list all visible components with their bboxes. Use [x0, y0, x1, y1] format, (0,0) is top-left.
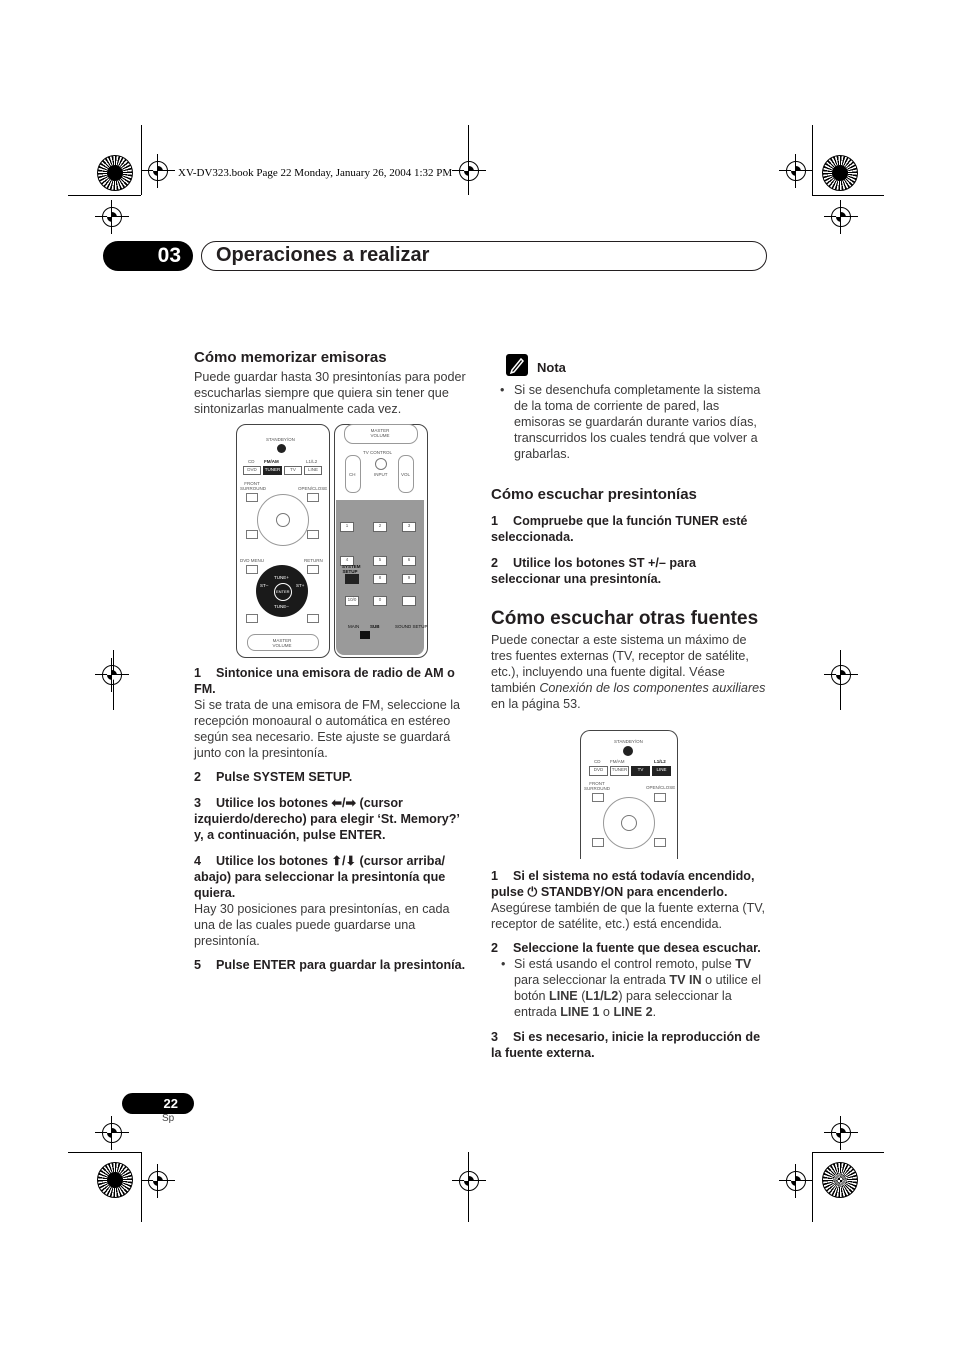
line-button: LINE [652, 766, 671, 776]
fmam-label: FM/AM [610, 759, 625, 764]
step-5 [194, 957, 472, 973]
key-4: 4 [340, 556, 354, 566]
step-4 [194, 853, 472, 949]
bullet-key: LINE 1 [560, 1005, 600, 1019]
step-number: 4 [194, 854, 202, 868]
print-header: XV-DV323.book Page 22 Monday, January 26, 2004 1:32 PM [178, 167, 453, 179]
dvd-button: DVD [243, 466, 261, 475]
power-icon [277, 444, 286, 453]
master-volume-label: MASTER VOLUME [272, 638, 292, 648]
key-2: 2 [373, 522, 387, 532]
step-title: Seleccione la fuente que desea escuchar. [513, 941, 761, 955]
open-close-button [654, 793, 666, 802]
note-title: Nota [537, 360, 566, 375]
intro-paragraph [491, 632, 767, 712]
bullet-key: L1/L2 [585, 989, 619, 1003]
note-icon [506, 354, 528, 376]
key-8: 8 [373, 574, 387, 584]
st-plus-label: ST+ [296, 583, 305, 588]
section-heading: Cómo escuchar presintonías [491, 486, 697, 503]
st-minus-label: ST– [260, 583, 269, 588]
sound-setup-label: SOUND SETUP [395, 624, 428, 629]
play-icon [621, 815, 637, 831]
tuner-button: TUNER [263, 466, 282, 475]
key-10: 10/0 [345, 596, 359, 606]
step-title: Utilice los botones ST +/– para seleccionar una presintonía. [491, 556, 697, 586]
bullet-text: o utilice el botón [514, 973, 762, 1003]
step-1 [194, 665, 472, 761]
bullet-text: Si está usando el control remoto, pulse [514, 957, 736, 971]
bullet-text: ( [577, 989, 586, 1003]
bullet-key: TV [735, 957, 752, 971]
registration-wheel-icon [822, 1162, 858, 1198]
step-3 [194, 795, 472, 843]
key-system-setup [345, 574, 359, 584]
bullet-text: para seleccionar la entrada [514, 973, 670, 987]
crop-mark [68, 195, 141, 196]
tv-control-label: TV CONTROL [363, 450, 393, 455]
source-bullet [491, 956, 769, 1020]
ch-label: CH [349, 472, 356, 477]
tuner-button: TUNER [610, 766, 629, 776]
open-close-button [307, 493, 319, 502]
fmam-label: FM/AM [264, 459, 279, 464]
enter-label: ENTER [276, 589, 290, 594]
return-button [307, 565, 319, 574]
front-surround-button [592, 793, 604, 802]
next-button [307, 530, 319, 539]
key-return [402, 596, 416, 606]
step-title: Compruebe que la función TUNER esté seleccionada. [491, 514, 748, 544]
bullet-text: o [599, 1005, 614, 1019]
crop-mark [812, 125, 813, 195]
step-number: 3 [491, 1030, 499, 1044]
bullet-key: LINE 2 [613, 1005, 653, 1019]
standby-label: STANDBY/ON [266, 437, 295, 442]
cd-label: CD [594, 759, 601, 764]
step-number: 2 [491, 941, 499, 955]
step-number: 2 [491, 556, 499, 570]
key-1: 1 [340, 522, 354, 532]
input-label: INPUT [374, 472, 388, 477]
page-number: 22 [122, 1093, 194, 1114]
key-0: 0 [373, 596, 387, 606]
system-setup-label: SYSTEM SETUP [342, 564, 361, 574]
registration-wheel-icon [822, 155, 858, 191]
registration-mark-icon [148, 1171, 168, 1191]
step-title: Si es necesario, inicie la reproducción de la fuente externa. [491, 1030, 761, 1060]
corner-button [246, 614, 258, 623]
crop-mark [812, 1152, 884, 1153]
other-steps [491, 868, 769, 1061]
l1l2-label: L1/L2 [306, 459, 318, 464]
step-body: Hay 30 posiciones para presintonías, en cada una de las cuales puede guardarse una presintonía. [194, 902, 450, 948]
registration-mark-icon [102, 207, 122, 227]
cd-label: CD [248, 459, 255, 464]
registration-mark-icon [459, 161, 479, 181]
front-surround-label: FRONT SURROUND [240, 481, 267, 491]
bullet-text: . [652, 1005, 657, 1019]
line-button: LINE [304, 466, 322, 475]
step-number: 2 [194, 770, 202, 784]
crop-mark [141, 125, 142, 195]
registration-mark-icon [102, 665, 122, 685]
registration-mark-icon [831, 1123, 851, 1143]
dvd-menu-button [246, 565, 258, 574]
registration-mark-icon [831, 665, 851, 685]
next-button [654, 838, 666, 847]
step-number: 1 [491, 869, 499, 883]
return-label: RETURN [304, 558, 323, 563]
step-title: Pulse ENTER para guardar la presintonía. [216, 958, 466, 972]
step-body: Si se trata de una emisora de FM, seleccione la recepción monoaural o automática en estéreo según sea necesario. Este ajuste se guardará junto con la presintonía. [194, 698, 460, 760]
step-title: Pulse SYSTEM SETUP. [216, 770, 353, 784]
step-number: 3 [194, 796, 202, 810]
section-heading: Cómo escuchar otras fuentes [491, 608, 759, 629]
master-volume-label: MASTER VOLUME [370, 428, 390, 438]
l1l2-label: L1/L2 [654, 759, 666, 764]
tv-button: TV [284, 466, 302, 475]
key-3: 3 [402, 522, 416, 532]
key-6: 6 [402, 556, 416, 566]
tv-button: TV [631, 766, 650, 776]
standby-label: STANDBY/ON [614, 739, 643, 744]
keypad-grid [340, 506, 428, 644]
front-surround-label: FRONT SURROUND [584, 781, 611, 791]
step-title: Sintonice una emisora de radio de AM o FM. [194, 666, 455, 696]
bullet-key: LINE [549, 989, 578, 1003]
prev-button [592, 838, 604, 847]
main-sub-switch [360, 631, 370, 639]
intro-text: Puede conectar a este sistema un máximo de tres fuentes externas (TV, receptor de satélite, etc.), incluyendo una fuente digital. Véase también [491, 633, 749, 695]
registration-mark-icon [102, 1123, 122, 1143]
step-title: Si el sistema no está todavía encendido, pulse ⏻ STANDBY/ON para encenderlo. [491, 869, 755, 899]
note-text: Si se desenchufa completamente la sistema de la toma de corriente de pared, las emisoras se guardarán durante varios días, transcurridos los cuales tendrá que volver a grabarlas. [514, 383, 761, 461]
step-title: Utilice los botones ⬆/⬇ (cursor arriba/ abajo) para seleccionar la presintonía que quiera. [194, 854, 446, 900]
registration-wheel-icon [97, 155, 133, 191]
intro-paragraph: Puede guardar hasta 30 presintonías para poder escucharlas siempre que quiera sin tener que sintonizarlas manualmente cada vez. [194, 370, 466, 416]
cross-reference: Conexión de los componentes auxiliares [539, 681, 766, 695]
step-2 [194, 769, 472, 785]
crop-mark [68, 1152, 141, 1153]
step-body: Asegúrese también de que la fuente externa (TV, receptor de satélite, etc.) está encendida. [491, 901, 765, 931]
bullet-text: ) para seleccionar la entrada [514, 989, 732, 1019]
open-close-label: OPEN/CLOSE [646, 785, 676, 790]
intro-text: en la página 53. [491, 697, 581, 711]
bullet-dot: • [500, 383, 505, 397]
crop-mark [141, 1152, 142, 1222]
tv-power-icon [375, 458, 387, 470]
dvd-button: DVD [589, 766, 608, 776]
presets-steps [491, 513, 767, 587]
dvd-menu-label: DVD MENU [240, 558, 265, 563]
vol-label: VOL [401, 472, 411, 477]
crop-mark [812, 1152, 813, 1222]
key-5: 5 [373, 556, 387, 566]
chapter-number: 03 [103, 241, 193, 271]
sub-label: SUB [370, 624, 380, 629]
language-code: Sp [162, 1113, 175, 1124]
registration-wheel-icon [97, 1162, 133, 1198]
bullet-key: TV IN [669, 973, 702, 987]
key-9: 9 [402, 574, 416, 584]
section-heading: Cómo memorizar emisoras [194, 349, 387, 366]
front-surround-button [246, 493, 258, 502]
registration-mark-icon [786, 161, 806, 181]
registration-mark-icon [831, 207, 851, 227]
power-icon [623, 746, 633, 756]
registration-mark-icon [786, 1171, 806, 1191]
step-number: 5 [194, 958, 202, 972]
play-icon [276, 513, 290, 527]
registration-mark-icon [148, 161, 168, 181]
bullet-dot: • [501, 957, 506, 971]
registration-mark-icon [459, 1171, 479, 1191]
crop-mark [812, 195, 884, 196]
tune-down-label: TUNE– [274, 604, 289, 609]
tune-up-label: TUNE+ [274, 575, 289, 580]
step-list [194, 665, 472, 973]
main-label: MAIN [348, 624, 360, 629]
step-number: 1 [194, 666, 202, 680]
chapter-title: Operaciones a realizar [201, 241, 767, 271]
step-title: Utilice los botones ⬅/➡ (cursor izquierdo/derecho) para elegir ‘St. Memory?’ y, a continuación, pulse ENTER. [194, 796, 460, 842]
open-close-label: OPEN/CLOSE [298, 486, 328, 491]
step-number: 1 [491, 514, 499, 528]
prev-button [246, 530, 258, 539]
corner-button [307, 614, 319, 623]
